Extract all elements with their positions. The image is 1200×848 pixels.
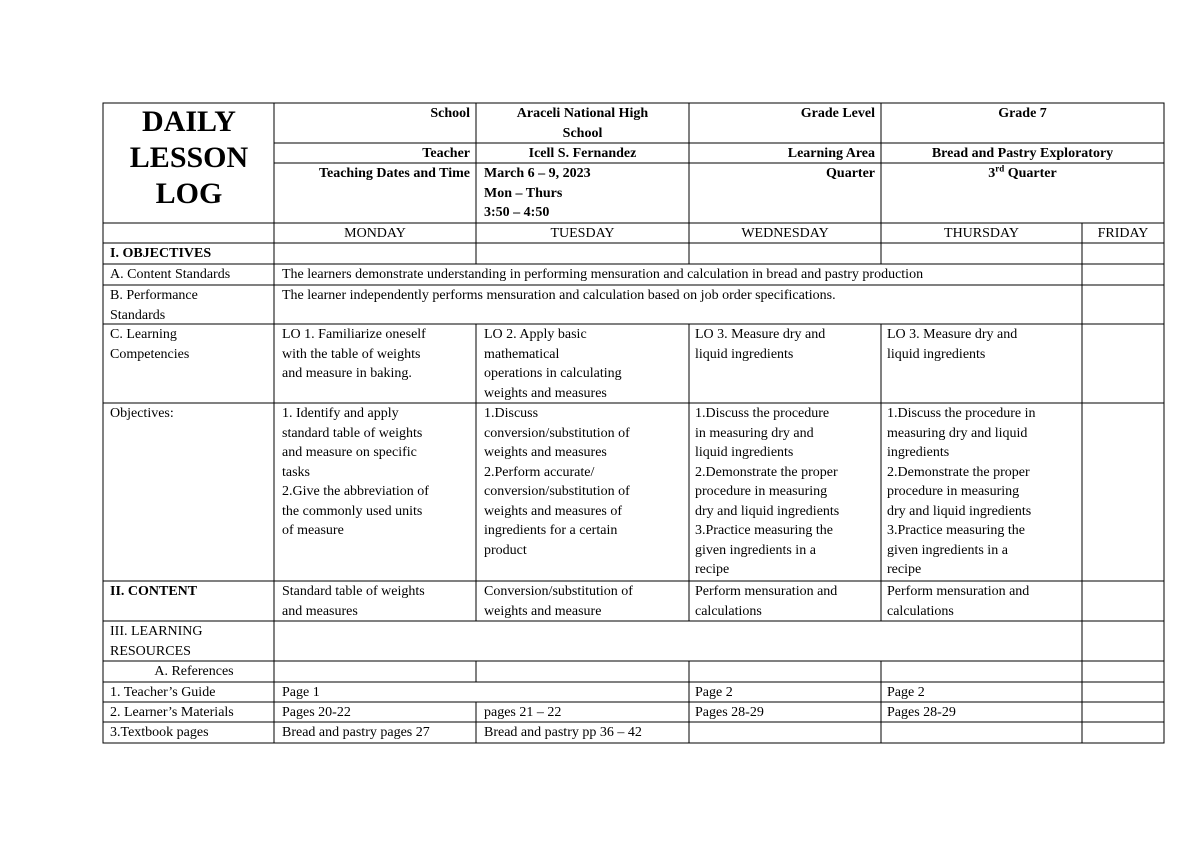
grade-level-value: Grade 7: [998, 106, 1047, 121]
learning-competency-tuesday: LO 2. Apply basic mathematical operations in calculating weights and measures: [484, 327, 622, 401]
learning-resources-label: III. LEARNING RESOURCES: [110, 624, 203, 659]
quarter-label: Quarter: [826, 166, 875, 181]
performance-standards-text: The learner independently performs mensuration and calculation based on job order specifications.: [282, 288, 836, 303]
objective-wednesday: 1.Discuss the procedure in measuring dry and liquid ingredients 2.Demonstrate the proper procedure in measuring dry and liquid ingredients 3.Practice measuring the given ingredients in a recipe: [695, 406, 840, 577]
objective-tuesday: 1.Discuss conversion/substitution of weights and measures 2.Perform accurate/ conversion/substitution of weights and measures of ingredients for a certain product: [484, 406, 630, 558]
quarter-value: [885, 164, 1160, 184]
content-tuesday: Conversion/substitution of weights and measure: [484, 584, 633, 619]
quarter-suffix: rd: [995, 164, 1005, 174]
content-thursday: Perform mensuration and calculations: [887, 584, 1030, 619]
learners-materials-tuesday: pages 21 – 22: [484, 705, 562, 720]
teachers-guide-label: 1. Teacher’s Guide: [110, 685, 216, 700]
page-title: DAILY LESSON LOG: [129, 105, 249, 210]
learning-area-label: Learning Area: [787, 146, 875, 161]
day-wednesday: WEDNESDAY: [741, 226, 829, 241]
objective-thursday: 1.Discuss the procedure in measuring dry and liquid ingredients 2.Demonstrate the proper procedure in measuring dry and liquid ingredients 3.Practice measuring the given ingredients in a recipe: [887, 406, 1036, 577]
content-standards-text: The learners demonstrate understanding in performing mensuration and calculation in bread and pastry production: [282, 267, 924, 282]
objectives-heading: I. OBJECTIVES: [110, 246, 212, 261]
learners-materials-label: 2. Learner’s Materials: [110, 705, 234, 720]
textbook-pages-label: 3.Textbook pages: [110, 725, 209, 740]
school-label: School: [430, 106, 470, 121]
teachers-guide-wednesday: Page 2: [695, 685, 733, 700]
day-monday: MONDAY: [344, 226, 406, 241]
content-standards-label: A. Content Standards: [110, 267, 231, 282]
day-tuesday: TUESDAY: [550, 226, 615, 241]
textbook-pages-tuesday: Bread and pastry pp 36 – 42: [484, 725, 642, 740]
learning-competencies-label: C. Learning Competencies: [110, 327, 190, 362]
learners-materials-wednesday: Pages 28-29: [695, 705, 764, 720]
learning-competency-thursday: LO 3. Measure dry and liquid ingredients: [887, 327, 1018, 362]
learners-materials-thursday: Pages 28-29: [887, 705, 956, 720]
learning-competency-monday: LO 1. Familiarize oneself with the table of weights and measure in baking.: [282, 327, 426, 381]
quarter-word: Quarter: [1004, 166, 1057, 181]
teaching-dates-value: March 6 – 9, 2023 Mon – Thurs 3:50 – 4:50: [484, 166, 591, 220]
teachers-guide-monday-tuesday: Page 1: [282, 685, 320, 700]
day-thursday: THURSDAY: [944, 226, 1019, 241]
references-label: A. References: [154, 664, 234, 679]
day-friday: FRIDAY: [1097, 226, 1149, 241]
quarter-number: 3: [988, 166, 996, 181]
objective-monday: 1. Identify and apply standard table of weights and measure on specific tasks 2.Give the abbreviation of the commonly used units of measure: [282, 406, 429, 538]
teacher-value: Icell S. Fernandez: [528, 146, 637, 161]
learning-competency-wednesday: LO 3. Measure dry and liquid ingredients: [695, 327, 826, 362]
teacher-label: Teacher: [422, 146, 470, 161]
learners-materials-monday: Pages 20-22: [282, 705, 351, 720]
objectives-label: Objectives:: [110, 406, 174, 421]
teachers-guide-thursday: Page 2: [887, 685, 925, 700]
learning-area-value: Bread and Pastry Exploratory: [931, 146, 1114, 161]
content-monday: Standard table of weights and measures: [282, 584, 425, 619]
grade-level-label: Grade Level: [800, 106, 875, 121]
content-wednesday: Perform mensuration and calculations: [695, 584, 838, 619]
school-value: Araceli National High School: [516, 106, 649, 141]
performance-standards-label: B. Performance Standards: [110, 288, 198, 323]
teaching-dates-label: Teaching Dates and Time: [318, 166, 470, 181]
content-label: II. CONTENT: [110, 584, 198, 599]
textbook-pages-monday: Bread and pastry pages 27: [282, 725, 430, 740]
